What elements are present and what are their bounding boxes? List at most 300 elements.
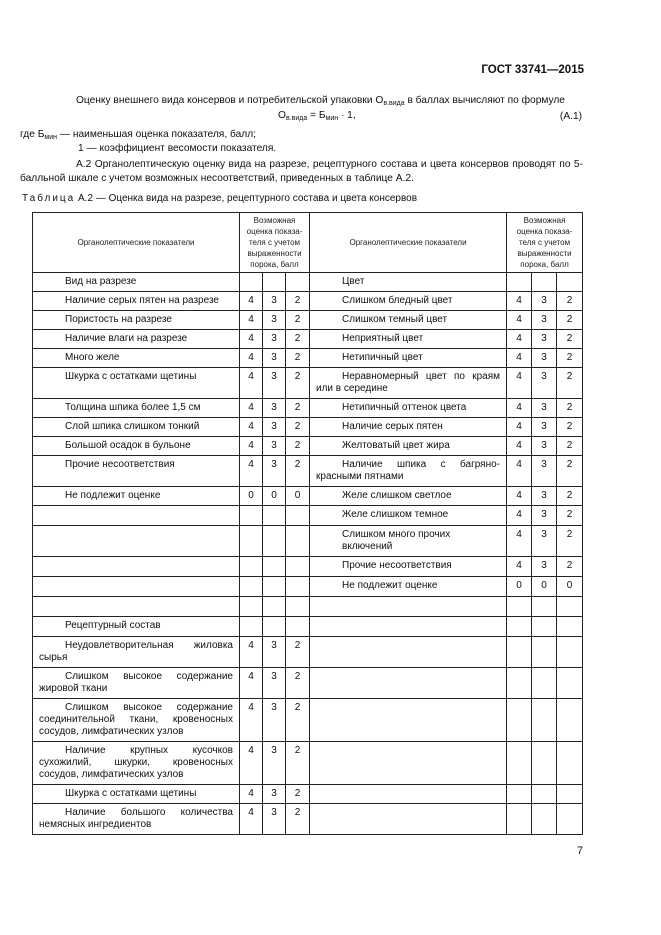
table-caption-text: А.2 — Оценка вида на разрезе, рецептурного состава и цвета консервов [75, 193, 418, 204]
score-left-l3-text: 2 [294, 788, 301, 799]
score-right-r2 [532, 557, 557, 577]
indicator-left-text: Большой осадок в бульоне [65, 440, 191, 451]
indicator-right [310, 526, 507, 557]
score-right-r2 [532, 597, 557, 617]
score-left-l2 [263, 597, 286, 617]
score-left-l1 [240, 526, 263, 557]
score-right-r3 [557, 368, 583, 399]
score-right-r3 [557, 785, 583, 804]
score-right-r3-text: 2 [566, 509, 573, 520]
score-right-r1 [507, 487, 532, 506]
indicator-right-text: Желе слишком темное [342, 509, 449, 520]
score-right-r2 [532, 437, 557, 456]
score-right-r3-text: 2 [566, 529, 573, 540]
score-right-r1 [507, 637, 532, 668]
score-left-l3-text: 2 [294, 314, 301, 325]
score-right-r3 [557, 311, 583, 330]
score-right-r1-text: 4 [516, 352, 522, 363]
indicator-right [310, 668, 507, 699]
indicator-right [310, 699, 507, 742]
score-right-r3 [557, 617, 583, 637]
score-left-l3-text: 2 [294, 371, 301, 382]
score-right-r3 [557, 330, 583, 349]
indicator-left-text: Наличие крупных кусочков сухожилий, шкурки, кровеносных сосудов, лимфатических узлов [39, 745, 233, 780]
score-left-l3 [286, 437, 310, 456]
score-left-l2 [263, 349, 286, 368]
indicator-right-text: Прочие несоответствия [342, 560, 452, 571]
score-left-l2 [263, 292, 286, 311]
score-left-l1 [240, 311, 263, 330]
indicator-left [33, 668, 240, 699]
indicator-right [310, 742, 507, 785]
score-left-l3 [286, 456, 310, 487]
score-left-l2 [263, 273, 286, 292]
table-row [33, 418, 583, 437]
table-row [33, 699, 583, 742]
score-right-r3-text: 2 [566, 371, 573, 382]
indicator-right [310, 437, 507, 456]
formula-intro-subscript: в.вида [383, 100, 405, 107]
score-right-r2 [532, 742, 557, 785]
score-left-l1-text: 4 [248, 640, 254, 651]
score-left-l1-text: 4 [248, 702, 254, 713]
indicator-right [310, 506, 507, 526]
where-text: где Б [20, 129, 45, 140]
score-right-r2-text: 3 [541, 529, 547, 540]
score-right-r3 [557, 349, 583, 368]
score-left-l1 [240, 617, 263, 637]
score-left-l3-text: 2 [294, 745, 301, 756]
score-right-r1-text: 4 [516, 459, 522, 470]
score-left-l3-text: 2 [294, 459, 301, 470]
indicator-right [310, 557, 507, 577]
indicator-right [310, 368, 507, 399]
table-row [33, 668, 583, 699]
indicator-right [310, 577, 507, 597]
indicator-left-text: Наличие серых пятен на разрезе [65, 295, 219, 306]
indicator-left [33, 330, 240, 349]
table-row [33, 311, 583, 330]
score-right-r2-text: 3 [541, 421, 547, 432]
score-left-l1-text: 4 [248, 352, 254, 363]
score-left-l1 [240, 506, 263, 526]
table-row [33, 487, 583, 506]
score-left-l3 [286, 506, 310, 526]
score-left-l1 [240, 668, 263, 699]
score-left-l3 [286, 557, 310, 577]
score-left-l2-text: 3 [271, 745, 277, 756]
score-right-r1 [507, 311, 532, 330]
score-right-r3 [557, 456, 583, 487]
score-left-l1 [240, 399, 263, 418]
indicator-left [33, 311, 240, 330]
score-right-r1-text: 0 [516, 580, 522, 591]
indicator-left [33, 487, 240, 506]
score-left-l3 [286, 311, 310, 330]
score-left-l2 [263, 487, 286, 506]
score-left-l1 [240, 273, 263, 292]
table-row [33, 292, 583, 311]
score-right-r3-text: 2 [566, 421, 573, 432]
score-right-r1 [507, 292, 532, 311]
indicator-right [310, 785, 507, 804]
table-row [33, 804, 583, 835]
score-left-l1-text: 4 [248, 440, 254, 451]
formula-intro-tail: в баллах вычисляют по формуле [404, 95, 565, 106]
indicator-right [310, 418, 507, 437]
formula-number: (А.1) [559, 111, 582, 122]
score-left-l3-text: 2 [294, 295, 301, 306]
score-right-r2-text: 3 [541, 314, 547, 325]
indicator-left-text: Слишком высокое содержание жировой ткани [39, 671, 233, 694]
score-left-l2 [263, 637, 286, 668]
table-row [33, 330, 583, 349]
score-left-l1 [240, 368, 263, 399]
indicator-left-text: Вид на разрезе [65, 276, 137, 287]
score-right-r3 [557, 699, 583, 742]
document-code: ГОСТ 33741—2015 [481, 64, 584, 76]
formula-o-subscript: в.вида [285, 115, 308, 122]
indicator-right-text: Желе слишком светлое [342, 490, 452, 501]
indicator-left-text: Наличие большого количества немясных ингредиентов [39, 807, 233, 830]
score-left-l3 [286, 785, 310, 804]
score-right-r1 [507, 526, 532, 557]
score-left-l2-text: 3 [271, 402, 277, 413]
indicator-left [33, 456, 240, 487]
table-row [33, 273, 583, 292]
score-left-l1 [240, 699, 263, 742]
indicator-right [310, 637, 507, 668]
indicator-left-text: Пористость на разрезе [65, 314, 172, 325]
score-right-r2 [532, 456, 557, 487]
score-left-l3-text: 2 [294, 440, 301, 451]
score-left-l3 [286, 418, 310, 437]
score-left-l2-text: 3 [271, 371, 277, 382]
indicator-left [33, 506, 240, 526]
indicator-left [33, 637, 240, 668]
score-left-l3-text: 0 [294, 490, 301, 501]
score-left-l2 [263, 526, 286, 557]
indicator-left [33, 399, 240, 418]
score-left-l3-text: 2 [294, 333, 301, 344]
formula-o: О [278, 110, 286, 121]
score-right-r3 [557, 273, 583, 292]
score-right-r3-text: 2 [566, 490, 573, 501]
table-row [33, 456, 583, 487]
score-right-r1 [507, 617, 532, 637]
score-right-r2 [532, 349, 557, 368]
score-right-r1-text: 4 [516, 333, 522, 344]
indicator-left [33, 617, 240, 637]
score-left-l1 [240, 637, 263, 668]
score-left-l2-text: 3 [271, 333, 277, 344]
score-right-r3 [557, 418, 583, 437]
indicator-left [33, 292, 240, 311]
score-left-l3 [286, 368, 310, 399]
score-right-r2 [532, 399, 557, 418]
score-left-l1 [240, 437, 263, 456]
indicator-right [310, 456, 507, 487]
score-right-r2 [532, 292, 557, 311]
score-left-l1-text: 4 [248, 402, 254, 413]
score-left-l2 [263, 804, 286, 835]
indicator-right [310, 349, 507, 368]
score-right-r3 [557, 804, 583, 835]
score-left-l2 [263, 399, 286, 418]
score-left-l3 [286, 577, 310, 597]
score-right-r1 [507, 668, 532, 699]
score-left-l2 [263, 617, 286, 637]
table-caption-label: Таблица [22, 193, 76, 204]
score-left-l3-text: 2 [294, 402, 301, 413]
table-row [33, 526, 583, 557]
score-left-l3 [286, 399, 310, 418]
score-left-l2-text: 3 [271, 295, 277, 306]
score-left-l1-text: 4 [248, 788, 254, 799]
score-right-r1 [507, 273, 532, 292]
score-left-l2-text: 3 [271, 352, 277, 363]
score-right-r2-text: 3 [541, 333, 547, 344]
score-left-l1-text: 4 [248, 371, 254, 382]
indicator-left [33, 742, 240, 785]
score-left-l1-text: 4 [248, 671, 254, 682]
indicator-right [310, 330, 507, 349]
formula-intro-text: Оценку внешнего вида консервов и потребительской упаковки О [76, 95, 384, 106]
score-left-l3 [286, 742, 310, 785]
indicator-left [33, 785, 240, 804]
header-score-left-text: Возможная оценка показа-теля с учетом выраженности порока, балл [246, 216, 303, 269]
score-right-r2 [532, 311, 557, 330]
score-right-r2 [532, 577, 557, 597]
score-right-r1 [507, 330, 532, 349]
score-left-l3 [286, 526, 310, 557]
indicator-left-text: Рецептурный состав [65, 620, 161, 631]
indicator-left [33, 437, 240, 456]
score-left-l3 [286, 617, 310, 637]
where-definition [20, 128, 256, 142]
header-score-right [507, 213, 583, 273]
score-left-l2-text: 3 [271, 459, 277, 470]
formula-b-subscript: мин [325, 115, 339, 122]
score-left-l3 [286, 668, 310, 699]
score-left-l1 [240, 804, 263, 835]
score-left-l3-text: 2 [294, 640, 301, 651]
score-left-l2 [263, 368, 286, 399]
indicator-left [33, 526, 240, 557]
score-right-r1-text: 4 [516, 440, 522, 451]
score-right-r1 [507, 506, 532, 526]
indicator-right-text: Слишком много прочих включений [342, 529, 451, 552]
table-row [33, 617, 583, 637]
table-row [33, 577, 583, 597]
score-right-r3-text: 2 [566, 440, 573, 451]
score-left-l1-text: 4 [248, 314, 254, 325]
score-right-r2 [532, 487, 557, 506]
score-left-l1 [240, 292, 263, 311]
score-right-r1 [507, 418, 532, 437]
indicator-right-text: Наличие серых пятен [342, 421, 443, 432]
score-right-r3 [557, 399, 583, 418]
score-right-r1-text: 4 [516, 509, 522, 520]
table-row [33, 597, 583, 617]
score-left-l3 [286, 597, 310, 617]
score-right-r3 [557, 437, 583, 456]
score-right-r2 [532, 785, 557, 804]
score-right-r3 [557, 637, 583, 668]
score-left-l1-text: 4 [248, 333, 254, 344]
score-right-r3-text: 2 [566, 402, 573, 413]
score-left-l2-text: 3 [271, 702, 277, 713]
formula-intro [76, 94, 565, 108]
score-right-r3-text: 2 [566, 314, 573, 325]
score-left-l3 [286, 699, 310, 742]
indicator-left [33, 273, 240, 292]
score-right-r1 [507, 437, 532, 456]
header-score-right-text: Возможная оценка показа-теля с учетом выраженности порока, балл [516, 216, 573, 269]
header-score-left [240, 213, 310, 273]
formula-equals: = Б [307, 110, 326, 121]
score-right-r2-text: 3 [541, 352, 547, 363]
indicator-right-text: Неприятный цвет [342, 333, 424, 344]
indicator-right [310, 617, 507, 637]
indicator-left-text: Слой шпика слишком тонкий [65, 421, 200, 432]
indicator-right-text: Нетипичный цвет [342, 352, 423, 363]
score-left-l1-text: 4 [248, 459, 254, 470]
score-left-l1 [240, 418, 263, 437]
indicator-left [33, 557, 240, 577]
score-right-r1-text: 4 [516, 560, 522, 571]
score-right-r1 [507, 785, 532, 804]
score-left-l2 [263, 330, 286, 349]
score-right-r2 [532, 273, 557, 292]
score-right-r2 [532, 668, 557, 699]
score-left-l1 [240, 330, 263, 349]
score-right-r2 [532, 368, 557, 399]
score-left-l3-text: 2 [294, 807, 301, 818]
coefficient-definition: 1 — коэффициент весомости показателя. [78, 143, 277, 154]
score-left-l1-text: 4 [248, 745, 254, 756]
header-indicator-right-text: Органолептические показатели [349, 238, 467, 247]
score-left-l2 [263, 699, 286, 742]
score-right-r3-text: 2 [566, 459, 573, 470]
table-row [33, 785, 583, 804]
score-left-l1-text: 4 [248, 295, 254, 306]
indicator-right-text: Наличие шпика с багряно-красными пятнами [316, 459, 501, 482]
indicator-left-text: Прочие несоответствия [65, 459, 175, 470]
table-row [33, 437, 583, 456]
score-left-l2 [263, 577, 286, 597]
score-right-r1 [507, 577, 532, 597]
score-right-r1 [507, 804, 532, 835]
score-left-l2-text: 0 [271, 490, 277, 501]
score-right-r3-text: 2 [566, 352, 573, 363]
score-right-r2-text: 3 [541, 295, 547, 306]
score-left-l1 [240, 557, 263, 577]
score-left-l2-text: 3 [271, 640, 277, 651]
score-left-l2-text: 3 [271, 671, 277, 682]
indicator-left-text: Шкурка с остатками щетины [65, 371, 197, 382]
score-left-l1 [240, 597, 263, 617]
score-left-l1 [240, 487, 263, 506]
score-left-l1-text: 4 [248, 807, 254, 818]
score-left-l1 [240, 349, 263, 368]
table-row [33, 349, 583, 368]
score-right-r1-text: 4 [516, 490, 522, 501]
indicator-right-text: Цвет [342, 276, 365, 287]
table-a2 [32, 212, 582, 835]
score-right-r2-text: 0 [541, 580, 547, 591]
score-right-r1-text: 4 [516, 295, 522, 306]
indicator-left-text: Наличие влаги на разрезе [65, 333, 188, 344]
score-left-l2 [263, 311, 286, 330]
score-right-r3 [557, 597, 583, 617]
organoleptic-table [32, 212, 583, 835]
score-left-l2-text: 3 [271, 807, 277, 818]
indicator-left [33, 597, 240, 617]
score-right-r2-text: 3 [541, 371, 547, 382]
score-right-r1-text: 4 [516, 529, 522, 540]
indicator-left [33, 418, 240, 437]
score-right-r1 [507, 399, 532, 418]
score-right-r2-text: 3 [541, 509, 547, 520]
score-right-r1 [507, 349, 532, 368]
table-row [33, 399, 583, 418]
score-right-r3 [557, 487, 583, 506]
indicator-left-text: Неудовлетворительная жиловка сырья [39, 640, 233, 663]
score-right-r2-text: 3 [541, 459, 547, 470]
score-right-r3 [557, 506, 583, 526]
indicator-right-text: Неравномерный цвет по краям или в середине [316, 371, 501, 394]
score-left-l3 [286, 292, 310, 311]
score-right-r2 [532, 418, 557, 437]
where-subscript: мин [44, 134, 57, 141]
formula-tail: · 1, [338, 110, 356, 121]
score-right-r3-text: 2 [566, 333, 573, 344]
indicator-right [310, 399, 507, 418]
score-left-l2 [263, 437, 286, 456]
score-left-l1 [240, 456, 263, 487]
score-left-l3-text: 2 [294, 421, 301, 432]
indicator-left-text: Шкурка с остатками щетины [65, 788, 197, 799]
score-left-l1 [240, 742, 263, 785]
score-left-l2 [263, 456, 286, 487]
score-left-l2 [263, 506, 286, 526]
score-left-l3 [286, 349, 310, 368]
table-row [33, 637, 583, 668]
score-left-l2 [263, 742, 286, 785]
indicator-right-text: Желтоватый цвет жира [342, 440, 450, 451]
score-left-l2-text: 3 [271, 421, 277, 432]
score-right-r3-text: 2 [566, 295, 573, 306]
header-indicator-left-text: Органолептические показатели [77, 238, 195, 247]
score-right-r2-text: 3 [541, 440, 547, 451]
score-left-l3 [286, 637, 310, 668]
indicator-right [310, 292, 507, 311]
score-left-l1 [240, 785, 263, 804]
score-left-l3 [286, 330, 310, 349]
table-row [33, 557, 583, 577]
score-left-l2-text: 3 [271, 314, 277, 325]
score-right-r2 [532, 637, 557, 668]
score-right-r1 [507, 597, 532, 617]
score-right-r3 [557, 557, 583, 577]
score-right-r2-text: 3 [541, 490, 547, 501]
indicator-left-text: Слишком высокое содержание соединительной ткани, кровеносных сосудов, лимфатических узлов [39, 702, 233, 737]
indicator-right-text: Нетипичный оттенок цвета [342, 402, 467, 413]
score-right-r2 [532, 526, 557, 557]
score-left-l3-text: 2 [294, 352, 301, 363]
score-right-r2-text: 3 [541, 560, 547, 571]
